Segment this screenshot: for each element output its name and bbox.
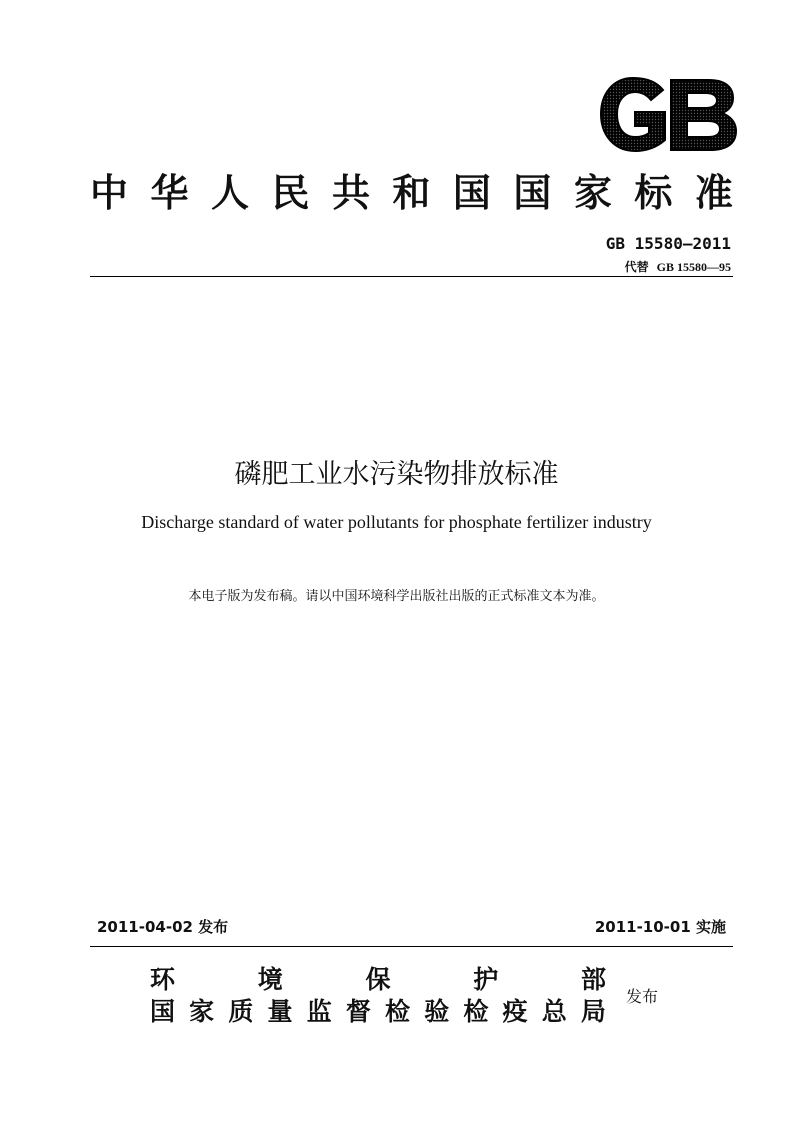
header-rule bbox=[90, 276, 733, 277]
issuer-ministry: 环 境 保 护 部 bbox=[150, 965, 606, 994]
issuer-aqsiq: 国 家 质 量 监 督 检 验 检 疫 总 局 bbox=[150, 997, 606, 1026]
standard-number: GB 15580—2011 bbox=[605, 234, 731, 253]
implementation-date: 2011-10-01 实施 bbox=[594, 918, 726, 936]
replaces-number: GB 15580—95 bbox=[656, 260, 731, 274]
document-title-en: Discharge standard of water pollutants for phosphate fertilizer industry bbox=[141, 512, 652, 532]
gb-logo-icon bbox=[597, 76, 739, 153]
electronic-version-notice: 本电子版为发布稿。请以中国环境科学出版社出版的正式标准文本为准。 bbox=[188, 589, 605, 604]
replaces-line bbox=[625, 258, 731, 275]
issue-date: 2011-04-02 发布 bbox=[97, 918, 229, 936]
document-title-zh: 磷肥工业水污染物排放标准 bbox=[234, 459, 559, 490]
publish-label: 发布 bbox=[626, 987, 659, 1006]
replaces-label: 代替 bbox=[624, 260, 649, 274]
country-standard-title: 中 华 人 民 共 和 国 国 家 标 准 bbox=[90, 170, 733, 215]
footer-rule bbox=[90, 946, 733, 947]
